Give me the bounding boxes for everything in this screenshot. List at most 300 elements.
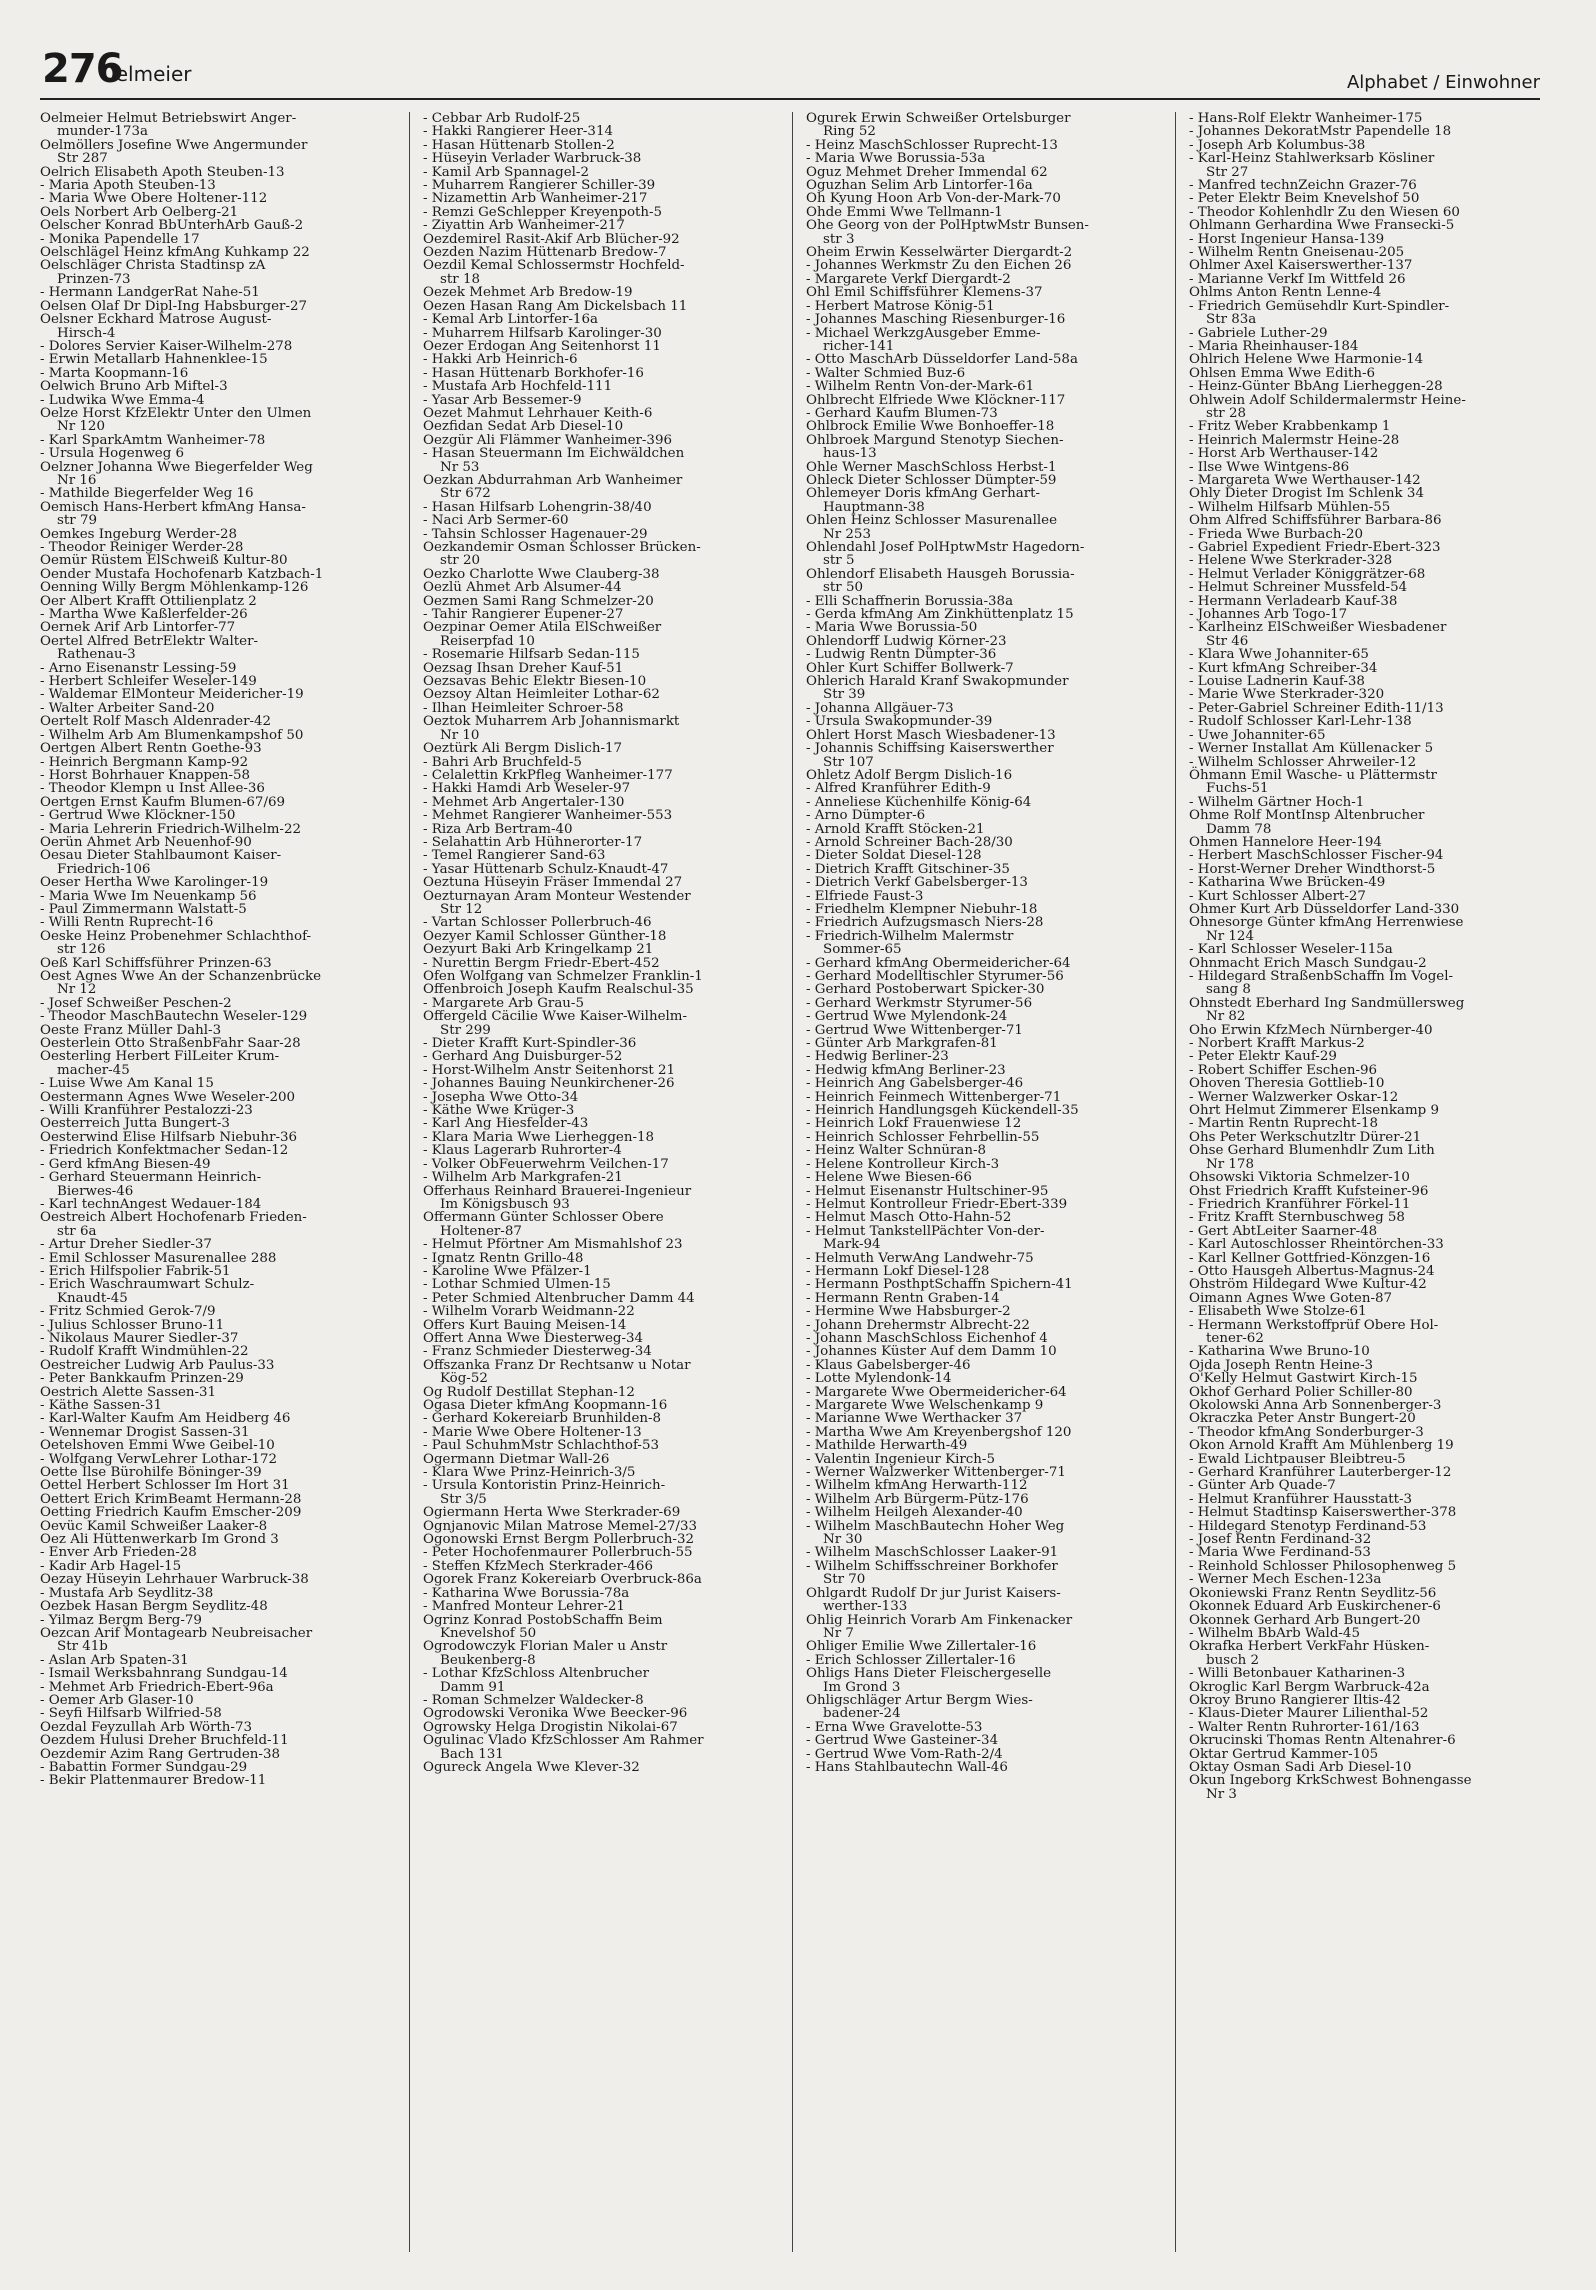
directory-entry: - Walter Schmied Buz-6 — [806, 365, 966, 381]
directory-entry: - Horst Bohrhauer Knappen-58 — [40, 767, 251, 783]
directory-entry: Ogrodowczyk Florian Maler u Anstr Beukenberg-8 — [423, 1639, 668, 1668]
directory-entry: - Helmut Pförtner Am Mismahlshof 23 — [423, 1237, 683, 1253]
directory-entry: - Katharina Wwe Borussia-78a — [423, 1585, 630, 1601]
directory-entry: - Helmut Masch Otto-Hahn-52 — [806, 1210, 1012, 1226]
directory-entry: Oestermann Agnes Wwe Weseler-200 — [40, 1089, 296, 1105]
directory-entry: Ohliger Emilie Wwe Zillertaler-16 — [806, 1639, 1037, 1655]
directory-entry: - Peter-Gabriel Schreiner Edith-11/13 — [1189, 700, 1444, 716]
directory-entry: Oelschläger Christa Stadtinsp zA Prinzen-73 — [40, 258, 266, 287]
directory-entry: - Luise Wwe Am Kanal 15 — [40, 1076, 214, 1092]
directory-entry: Oemür Rüstem ElSchweiß Kultur-80 — [40, 553, 288, 569]
directory-entry: - Friedrich Aufzugsmasch Niers-28 — [806, 915, 1044, 931]
directory-entry: Ohm Alfred Schiffsführer Barbara-86 — [1189, 513, 1442, 529]
directory-entry: Oezden Nazim Hüttenarb Bredow-7 — [423, 245, 667, 261]
directory-entry: Oezek Mehmet Arb Bredow-19 — [423, 285, 633, 301]
directory-entry: - Dieter Soldat Diesel-128 — [806, 848, 982, 864]
directory-entry: - Volker ObFeuerwehrm Veilchen-17 — [423, 1156, 669, 1172]
directory-entry: Ohde Emmi Wwe Tellmann-1 — [806, 204, 1003, 220]
directory-entry: - Klara Maria Wwe Lierheggen-18 — [423, 1129, 655, 1145]
directory-entry: Oezgür Ali Flämmer Wanheimer-396 — [423, 432, 672, 448]
directory-entry: - Remzi GeSchlepper Kreyenpoth-5 — [423, 204, 663, 220]
directory-entry: O'Kelly Helmut Gastwirt Kirch-15 — [1189, 1371, 1418, 1387]
directory-entry: - Karl Kellner Gottfried-Könzgen-16 — [1189, 1250, 1431, 1266]
directory-entry: - Josef Rentn Ferdinand-32 — [1189, 1532, 1372, 1548]
directory-entry: Ohme Rolf MontInsp Altenbrucher Damm 78 — [1189, 808, 1425, 837]
directory-entry: Oeß Karl Schiffsführer Prinzen-63 — [40, 955, 272, 971]
directory-entry: - Joseph Arb Kolumbus-38 — [1189, 137, 1366, 153]
directory-entry: - Arno Dümpter-6 — [806, 808, 926, 824]
directory-entry: - Helene Kontrolleur Kirch-3 — [806, 1156, 1000, 1172]
directory-entry: Ohl Emil Schiffsführer Klemens-37 — [806, 285, 1043, 301]
directory-entry: - Enver Arb Frieden-28 — [40, 1545, 197, 1561]
directory-entry: Ohlbroek Margund Stenotyp Siechen- haus-13 — [806, 432, 1064, 462]
directory-entry: Oestreich Albert Hochofenarb Frieden- str 6a — [40, 1210, 307, 1239]
directory-entry: Ohletz Adolf Bergm Dislich-16 — [806, 767, 1013, 783]
directory-entry: Okroglic Karl Bergm Warbruck-42a — [1189, 1679, 1430, 1695]
directory-entry: Offert Anna Wwe Diesterweg-34 — [423, 1330, 644, 1346]
directory-entry: - Herbert Matrose König-51 — [806, 298, 995, 314]
directory-entry: Ohnesorge Günter kfmAng Herrenwiese Nr 124 — [1189, 915, 1464, 944]
directory-entry: - Erich Waschraumwart Schulz- Knaudt-45 — [40, 1277, 255, 1306]
directory-entry: - Paul Zimmermann Walstatt-5 — [40, 901, 247, 917]
directory-entry: - Willi Rentn Ruprecht-16 — [40, 915, 214, 931]
directory-entry: - Helene Wwe Biesen-66 — [806, 1170, 972, 1186]
directory-entry: - Gerhard Kaufm Blumen-73 — [806, 405, 998, 421]
directory-entry: - Hermann Werkstoffprüf Obere Hol- tener-62 — [1189, 1317, 1439, 1346]
directory-entry: - Wilhelm MaschSchlosser Laaker-91 — [806, 1545, 1059, 1561]
directory-entry: - Karoline Wwe Pfälzer-1 — [423, 1263, 592, 1279]
directory-entry: - Willi Betonbauer Katharinen-3 — [1189, 1666, 1406, 1682]
directory-entry: - Lotte Mylendonk-14 — [806, 1371, 952, 1387]
directory-entry: - Hedwig kfmAng Berliner-23 — [806, 1062, 1006, 1078]
directory-entry: Ohe Georg von der PolHptwMstr Bunsen- str 3 — [806, 218, 1089, 247]
directory-entry: Ohlmann Gerhardina Wwe Fransecki-5 — [1189, 218, 1455, 234]
directory-entry: - Roman Schmelzer Waldecker-8 — [423, 1692, 644, 1708]
directory-entry: Ohrt Helmut Zimmerer Elsenkamp 9 — [1189, 1103, 1439, 1119]
directory-entry: - Martha Wwe Kaßlerfelder-26 — [40, 607, 248, 623]
directory-entry: Ojda Joseph Rentn Heine-3 — [1189, 1357, 1373, 1373]
directory-column-1 — [40, 112, 392, 2252]
directory-entry: Oesterlein Otto StraßenbFahr Saar-28 — [40, 1036, 301, 1052]
directory-entry: Oelschlägel Heinz kfmAng Kuhkamp 22 — [40, 245, 310, 261]
directory-entry: Oesterwind Elise Hilfsarb Niebuhr-36 — [40, 1129, 298, 1145]
directory-entry: - Friedrich Gemüsehdlr Kurt-Spindler- Str 83a — [1189, 298, 1450, 328]
directory-entry: Ohlendorf Elisabeth Hausgeh Borussia- str 50 — [806, 566, 1075, 596]
directory-entry: Ohmer Kurt Arb Düsseldorfer Land-330 — [1189, 901, 1460, 917]
directory-entry: - Kamil Arb Spannagel-2 — [423, 164, 589, 180]
directory-entry: - Marta Koopmann-16 — [40, 365, 189, 381]
directory-entry: Oezsoy Altan Heimleiter Lothar-62 — [423, 687, 660, 703]
directory-entry: - Karl-Heinz Stahlwerksarb Kösliner Str 27 — [1189, 151, 1435, 180]
directory-entry: - Heinz-Günter BbAng Lierheggen-28 — [1189, 379, 1443, 395]
directory-entry: - Heinrich Bergmann Kamp-92 — [40, 754, 249, 770]
directory-entry: - Heinz Walter Schnüran-8 — [806, 1143, 987, 1159]
directory-entry: Ognjanovic Milan Matrose Memel-27/33 — [423, 1518, 697, 1534]
directory-entry: - Kemal Arb Lintorfer-16a — [423, 312, 598, 328]
directory-entry: - Gerhard Kokereiarb Brunhilden-8 — [423, 1411, 662, 1427]
directory-entry: Oeztürk Ali Bergm Dislich-17 — [423, 741, 623, 757]
directory-entry: Okhof Gerhard Polier Schiller-80 — [1189, 1384, 1413, 1400]
directory-entry: - Fritz Weber Krabbenkamp 1 — [1189, 419, 1391, 435]
directory-entry: - Selahattin Arb Hühnerorter-17 — [423, 834, 643, 850]
directory-entry: - Helmut Verlader Königgrätzer-68 — [1189, 566, 1426, 582]
directory-entry: Okrucinski Thomas Rentn Altenahrer-6 — [1189, 1733, 1456, 1749]
directory-entry: - Artur Dreher Siedler-37 — [40, 1237, 212, 1253]
directory-entry: Ohoven Theresia Gottlieb-10 — [1189, 1076, 1385, 1092]
directory-entry: - Wilhelm Arb Bürgerm-Pütz-176 — [806, 1491, 1029, 1507]
directory-entry: - Riza Arb Bertram-40 — [423, 821, 573, 837]
directory-entry: Ogulinac Vlado KfzSchlosser Am Rahmer Bach 131 — [423, 1733, 704, 1762]
directory-entry: Offenbroich Joseph Kaufm Realschul-35 — [423, 982, 694, 998]
directory-entry: Oezyer Kamil Schlosser Günther-18 — [423, 928, 667, 944]
directory-entry: - Helmut Schreiner Mussfeld-54 — [1189, 580, 1408, 596]
directory-entry: - Gerhard Kranführer Lauterberger-12 — [1189, 1465, 1452, 1481]
directory-entry: Ohler Kurt Schiffer Bollwerk-7 — [806, 660, 1014, 676]
directory-entry: Ohlwein Adolf Schildermalermstr Heine- str 28 — [1189, 392, 1466, 421]
directory-entry: Oer Albert Krafft Ottilienplatz 2 — [40, 593, 257, 609]
directory-entry: Ohlemeyer Doris kfmAng Gerhart- Hauptmann-38 — [806, 486, 1041, 515]
directory-entry: - Hildegard StraßenbSchaffn Im Vogel- sang 8 — [1189, 969, 1454, 998]
directory-entry: Oender Mustafa Hochofenarb Katzbach-1 — [40, 566, 324, 582]
directory-entry: Ogiermann Herta Wwe Sterkrader-69 — [423, 1505, 681, 1521]
directory-entry: Offergeld Cäcilie Wwe Kaiser-Wilhelm- Str 299 — [423, 1009, 687, 1038]
directory-entry: - Wilhelm Arb Am Blumenkampshof 50 — [40, 727, 304, 743]
directory-entry: - Horst Arb Werthauser-142 — [1189, 446, 1379, 462]
directory-entry: - Peter Elektr Beim Knevelshof 50 — [1189, 191, 1420, 207]
directory-entry: - Johanna Allgäuer-73 — [806, 700, 954, 716]
directory-entry: - Maria Wwe Ferdinand-53 — [1189, 1545, 1371, 1561]
directory-entry: - Ursula Swakopmunder-39 — [806, 714, 993, 730]
directory-entry: Oguz Mehmet Dreher Immendal 62 — [806, 164, 1048, 180]
directory-entry: - Werner Installat Am Küllenacker 5 — [1189, 741, 1434, 757]
directory-entry: - Josepha Wwe Otto-34 — [423, 1089, 579, 1105]
directory-entry: - Maria Lehrerin Friedrich-Wilhelm-22 — [40, 821, 301, 837]
directory-entry: Ohlerich Harald Kranf Swakopmunder Str 39 — [806, 674, 1069, 703]
directory-entry: - Helmuth VerwAng Landwehr-75 — [806, 1250, 1034, 1266]
directory-entry: - Erna Wwe Gravelotte-53 — [806, 1719, 983, 1735]
directory-entry: Ohle Werner MaschSchloss Herbst-1 — [806, 459, 1057, 475]
directory-entry: Okun Ingeborg KrkSchwest Bohnengasse Nr 3 — [1189, 1773, 1472, 1802]
directory-entry: - Hermann PosthptSchaffn Spichern-41 — [806, 1277, 1073, 1293]
directory-entry: - Herbert MaschSchlosser Fischer-94 — [1189, 848, 1444, 864]
directory-entry: Offszanka Franz Dr Rechtsanw u Notar Kög-52 — [423, 1357, 691, 1387]
directory-entry: - Paul SchuhmMstr Schlachthof-53 — [423, 1438, 659, 1454]
directory-entry: - Gerda kfmAng Am Zinkhüttenplatz 15 — [806, 607, 1074, 623]
directory-entry: - Günter Arb Markgrafen-81 — [806, 1036, 998, 1052]
directory-entry: - Hermann Rentn Graben-14 — [806, 1290, 1000, 1306]
directory-entry: - Peter Schmied Altenbrucher Damm 44 — [423, 1290, 695, 1306]
directory-entry: - Günter Arb Quade-7 — [1189, 1478, 1336, 1494]
directory-entry: - Maria Wwe Borussia-53a — [806, 151, 986, 167]
directory-entry: Oktay Osman Sadi Arb Diesel-10 — [1189, 1759, 1412, 1775]
directory-entry: Okroy Bruno Rangierer Iltis-42 — [1189, 1692, 1401, 1708]
directory-entry: Oemkes Ingeburg Werder-28 — [40, 526, 238, 542]
directory-entry: Oelmöllers Josefine Wwe Angermunder Str 287 — [40, 137, 308, 167]
directory-entry: Oezer Erdogan Ang Seitenhorst 11 — [423, 338, 661, 354]
directory-entry: - Horst Ingenieur Hansa-139 — [1189, 231, 1385, 247]
directory-entry: - Mathilde Herwarth-49 — [806, 1438, 968, 1454]
directory-entry: - Robert Schiffer Eschen-96 — [1189, 1062, 1378, 1078]
directory-entry: - Rudolf Schlosser Karl-Lehr-138 — [1189, 714, 1412, 730]
directory-entry: - Ilse Wwe Wintgens-86 — [1189, 459, 1350, 475]
directory-entry: Oimann Agnes Wwe Goten-87 — [1189, 1290, 1393, 1306]
directory-entry: - Werner Mech Eschen-123a — [1189, 1572, 1382, 1588]
directory-entry: - Heinrich Ang Gabelsberger-46 — [806, 1076, 1024, 1092]
directory-entry: Oest Agnes Wwe An der Schanzenbrücke Nr 12 — [40, 969, 322, 998]
directory-entry: - Karl-Walter Kaufm Am Heidberg 46 — [40, 1411, 291, 1427]
directory-entry: - Klaus Gabelsberger-46 — [806, 1357, 971, 1373]
directory-entry: Oesterreich Jutta Bungert-3 — [40, 1116, 230, 1132]
directory-entry: - Erwin Metallarb Hahnenklee-15 — [40, 352, 268, 368]
directory-entry: - Manfred technZeichn Grazer-76 — [1189, 178, 1417, 194]
directory-entry: Oertgen Albert Rentn Goethe-93 — [40, 741, 262, 757]
directory-entry: - Peter Elektr Kauf-29 — [1189, 1049, 1337, 1065]
directory-entry: Okraczka Peter Anstr Bungert-20 — [1189, 1411, 1416, 1427]
directory-entry: - Heinrich Feinmech Wittenberger-71 — [806, 1089, 1062, 1105]
directory-entry: - Fritz Krafft Sternbuschweg 58 — [1189, 1210, 1405, 1226]
directory-entry: - Peter Bankkaufm Prinzen-29 — [40, 1371, 244, 1387]
directory-entry: - Wilhelm kfmAng Herwarth-112 — [806, 1478, 1028, 1494]
directory-entry: - Bahri Arb Bruchfeld-5 — [423, 754, 582, 770]
directory-entry: Ohligs Hans Dieter Fleischergeselle Im Grond 3 — [806, 1666, 1052, 1695]
directory-entry: - Lothar Schmied Ulmen-15 — [423, 1277, 611, 1293]
directory-entry: - Johannes Küster Auf dem Damm 10 — [806, 1344, 1057, 1360]
column-rule — [792, 112, 793, 2252]
directory-entry: - Johannes Arb Togo-17 — [1189, 607, 1348, 623]
directory-entry: - Klaus Lagerarb Ruhrorter-4 — [423, 1143, 622, 1159]
directory-entry: - Theodor Kohlenhdlr Zu den Wiesen 60 — [1189, 204, 1460, 220]
directory-entry: - Wilhelm Vorarb Weidmann-22 — [423, 1304, 635, 1320]
directory-entry: - Gertrud Wwe Gasteiner-34 — [806, 1733, 999, 1749]
directory-entry: Ogureck Angela Wwe Klever-32 — [423, 1759, 640, 1775]
directory-entry: - Johannis Schiffsing Kaiserswerther Str 107 — [806, 741, 1054, 770]
directory-entry: - Hildegard Stenotyp Ferdinand-53 — [1189, 1518, 1427, 1534]
directory-entry: - Johann MaschSchloss Eichenhof 4 — [806, 1330, 1048, 1346]
directory-entry: - Maria Wwe Obere Holtener-112 — [40, 191, 268, 207]
directory-entry: Oezdal Feyzullah Arb Wörth-73 — [40, 1719, 252, 1735]
directory-entry: Oelze Horst KfzElektr Unter den Ulmen Nr 120 — [40, 405, 312, 435]
directory-entry: - Hakki Rangierer Heer-314 — [423, 124, 613, 140]
directory-entry: - Yasar Arb Bessemer-9 — [423, 392, 582, 408]
directory-entry: Ohligschläger Artur Bergm Wies- badener-24 — [806, 1692, 1033, 1722]
directory-entry: Oktar Gertrud Kammer-105 — [1189, 1746, 1379, 1762]
directory-entry: - Hasan Steuermann Im Eichwäldchen Nr 53 — [423, 446, 685, 475]
directory-entry: - Wolfgang VerwLehrer Lothar-172 — [40, 1451, 278, 1467]
directory-entry: - Nurettin Bergm Friedr-Ebert-452 — [423, 955, 660, 971]
directory-entry: - Uwe Johanniter-65 — [1189, 727, 1326, 743]
directory-entry: - Maria Rheinhauser-184 — [1189, 338, 1359, 354]
directory-entry: Ohse Gerhard Blumenhdlr Zum Lith Nr 178 — [1189, 1143, 1435, 1172]
directory-entry: - Gertrud Wwe Wittenberger-71 — [806, 1022, 1023, 1038]
directory-entry: - Gertrud Wwe Vom-Rath-2/4 — [806, 1746, 1003, 1762]
directory-entry: - Johann Drehermstr Albrecht-22 — [806, 1317, 1030, 1333]
directory-entry: Ogorek Franz Kokereiarb Overbruck-86a — [423, 1572, 702, 1588]
directory-entry: - Mehmet Arb Angertaler-130 — [423, 794, 625, 810]
directory-entry: - Ziyattin Arb Wanheimer-217 — [423, 218, 625, 234]
directory-entry: - Gabriele Luther-29 — [1189, 325, 1328, 341]
directory-entry: - Wilhelm Schiffsschreiner Borkhofer Str 70 — [806, 1558, 1058, 1588]
page-number: 276 — [42, 46, 123, 92]
directory-entry: Ohlig Heinrich Vorarb Am Finkenacker Nr 7 — [806, 1612, 1073, 1641]
directory-entry: - Valentin Ingenieur Kirch-5 — [806, 1451, 995, 1467]
directory-entry: Ogermann Dietmar Wall-26 — [423, 1451, 610, 1467]
directory-columns — [40, 112, 1540, 2252]
directory-entry: - Marianne Verkf Im Wittfeld 26 — [1189, 271, 1406, 287]
directory-entry: - Hans Stahlbautechn Wall-46 — [806, 1759, 1008, 1775]
directory-entry: - Wennemar Drogist Sassen-31 — [40, 1424, 250, 1440]
directory-entry: Oezpinar Oemer Atila ElSchweißer Reiserpfad 10 — [423, 620, 662, 649]
directory-entry: - Erich Hilfspolier Fabrik-51 — [40, 1263, 231, 1279]
directory-entry: - Reinhold Schlosser Philosophenweg 5 — [1189, 1558, 1457, 1574]
directory-entry: Ohnstedt Eberhard Ing Sandmüllersweg Nr 82 — [1189, 995, 1465, 1025]
directory-entry: - Dietrich Krafft Gitschiner-35 — [806, 861, 1010, 877]
directory-entry: - Rosemarie Hilfsarb Sedan-115 — [423, 647, 640, 663]
directory-entry: - Hermann LandgerRat Nahe-51 — [40, 285, 260, 301]
directory-entry: - Kadir Arb Hagel-15 — [40, 1558, 182, 1574]
directory-entry: Oezdem Hulusi Dreher Bruchfeld-11 — [40, 1733, 289, 1749]
directory-entry: - Theodor MaschBautechn Weseler-129 — [40, 1009, 308, 1025]
directory-entry: - Wilhelm MaschBautechn Hoher Weg Nr 30 — [806, 1518, 1065, 1548]
directory-entry: - Yilmaz Bergm Berg-79 — [40, 1612, 202, 1628]
directory-entry: - Heinz MaschSchlosser Ruprecht-13 — [806, 137, 1058, 153]
directory-entry: - Hakki Arb Heinrich-6 — [423, 352, 578, 368]
directory-entry: - Werner Walzwerker Oskar-12 — [1189, 1089, 1399, 1105]
directory-entry: Ohlgardt Rudolf Dr jur Jurist Kaisers- werther-133 — [806, 1585, 1061, 1615]
directory-entry: - Wilhelm BbArb Wald-45 — [1189, 1625, 1360, 1641]
directory-entry: - Arnold Schreiner Bach-28/30 — [806, 834, 1013, 850]
directory-entry: - Theodor kfmAng Sonderburger-3 — [1189, 1424, 1424, 1440]
directory-entry: - Josef Schweißer Peschen-2 — [40, 995, 232, 1011]
directory-entry: - Friedrich Kranführer Förkel-11 — [1189, 1196, 1411, 1212]
directory-entry: - Arno Eisenanstr Lessing-59 — [40, 660, 237, 676]
directory-entry: Oeser Hertha Wwe Karolinger-19 — [40, 875, 269, 891]
directory-entry: - Hermann Verladearb Kauf-38 — [1189, 593, 1398, 609]
directory-entry: - Martha Wwe Am Kreyenbergshof 120 — [806, 1424, 1072, 1440]
directory-entry: - Aslan Arb Spaten-31 — [40, 1652, 189, 1668]
directory-entry: Ohlbrecht Elfriede Wwe Klöckner-117 — [806, 392, 1066, 408]
directory-entry: - Elfriede Faust-3 — [806, 888, 924, 904]
directory-entry: - Dieter Krafft Kurt-Spindler-36 — [423, 1036, 637, 1052]
directory-entry: - Steffen KfzMech Sterkrader-466 — [423, 1558, 653, 1574]
directory-entry: - Horst-Wilhelm Anstr Seitenhorst 21 — [423, 1062, 675, 1078]
directory-entry: Ohlmer Axel Kaiserswerther-137 — [1189, 258, 1413, 274]
directory-entry: - Maria Wwe Im Neuenkamp 56 — [40, 888, 257, 904]
directory-entry: - Klaus-Dieter Maurer Lilienthal-52 — [1189, 1706, 1429, 1722]
directory-entry: Ohs Peter Werkschutzltr Dürer-21 — [1189, 1129, 1422, 1145]
directory-entry: - Gert AbtLeiter Saarner-48 — [1189, 1223, 1378, 1239]
directory-entry: Oette Ilse Bürohilfe Böninger-39 — [40, 1465, 262, 1481]
directory-entry: - Wilhelm Gärtner Hoch-1 — [1189, 794, 1365, 810]
directory-entry: - Helmut Stadtinsp Kaiserswerther-378 — [1189, 1505, 1457, 1521]
directory-entry: - Babattin Former Sundgau-29 — [40, 1759, 248, 1775]
directory-entry: - Wilhelm Rentn Gneisenau-205 — [1189, 245, 1405, 261]
directory-entry: - Mehmet Arb Friedrich-Ebert-96a — [40, 1679, 274, 1695]
directory-entry: - Wilhelm Hilfsarb Mühlen-55 — [1189, 499, 1391, 515]
directory-entry: Ogrinz Konrad PostobSchaffn Beim Knevelshof 50 — [423, 1612, 663, 1641]
directory-entry: - Walter Rentn Ruhrorter-161/163 — [1189, 1719, 1420, 1735]
directory-entry: Oelsen Olaf Dr Dipl-Ing Habsburger-27 — [40, 298, 308, 314]
directory-entry: - Helmut TankstellPächter Von-der- Mark-94 — [806, 1223, 1045, 1253]
directory-entry: - Karl Schlosser Weseler-115a — [1189, 942, 1393, 958]
directory-entry: - Karl Ang Hiesfelder-43 — [423, 1116, 589, 1132]
directory-entry: Oelmeier Helmut Betriebswirt Anger- munder-173a — [40, 112, 297, 140]
directory-entry: Oezkan Abdurrahman Arb Wanheimer Str 672 — [423, 472, 683, 502]
directory-entry: Ogurek Erwin Schweißer Ortelsburger Ring 52 — [806, 112, 1071, 140]
directory-entry: - Dietrich Verkf Gabelsberger-13 — [806, 875, 1028, 891]
directory-entry: Oemisch Hans-Herbert kfmAng Hansa- str 79 — [40, 499, 306, 529]
directory-entry: Okolowski Anna Arb Sonnenberger-3 — [1189, 1398, 1442, 1413]
directory-entry: Ogrowsky Helga Drogistin Nikolai-67 — [423, 1719, 678, 1735]
directory-entry: - Theodor Reiniger Werder-28 — [40, 540, 244, 555]
directory-entry: Oezen Hasan Rang Am Dickelsbach 11 — [423, 298, 688, 314]
directory-entry: - Otto MaschArb Düsseldorfer Land-58a — [806, 352, 1078, 368]
directory-entry: Oezsavas Behic Elektr Biesen-10 — [423, 674, 647, 690]
directory-entry: - Kurt Schlosser Albert-27 — [1189, 888, 1366, 904]
directory-entry: - Karlheinz ElSchweißer Wiesbadener Str 46 — [1189, 620, 1447, 649]
directory-entry: Oertelt Rolf Masch Aldenrader-42 — [40, 714, 272, 730]
directory-entry: Okonnek Eduard Arb Euskirchener-6 — [1189, 1599, 1441, 1615]
directory-entry: Oezfidan Sedat Arb Diesel-10 — [423, 419, 624, 435]
directory-entry: - Hermann Lokf Diesel-128 — [806, 1263, 990, 1279]
running-head-section: Alphabet / Einwohner — [1346, 72, 1540, 93]
directory-entry: - Werner Walzwerker Wittenberger-71 — [806, 1465, 1066, 1481]
directory-entry: Ohlbrock Emilie Wwe Bonhoeffer-18 — [806, 419, 1055, 435]
directory-entry: - Hedwig Berliner-23 — [806, 1049, 949, 1065]
directory-entry: - Theodor Klempn u Inst Allee-36 — [40, 781, 265, 797]
directory-entry: - Lothar KfzSchloss Altenbrucher Damm 91 — [423, 1666, 649, 1695]
directory-entry: Oh Kyung Hoon Arb Von-der-Mark-70 — [806, 191, 1061, 207]
directory-entry: Oguzhan Selim Arb Lintorfer-16a — [806, 178, 1033, 194]
directory-entry: - Norbert Krafft Markus-2 — [1189, 1036, 1365, 1052]
column-rule — [409, 112, 410, 2252]
directory-entry: Ohlsen Emma Wwe Edith-6 — [1189, 365, 1376, 381]
directory-entry: - Waldemar ElMonteur Meidericher-19 — [40, 687, 304, 703]
directory-entry: - Johannes Masching Riesenburger-16 — [806, 312, 1066, 328]
directory-entry: Oho Erwin KfzMech Nürnberger-40 — [1189, 1022, 1433, 1038]
directory-entry: Oezay Hüseyin Lehrhauer Warbruck-38 — [40, 1572, 309, 1588]
directory-entry: - Tahsin Schlosser Hagenauer-29 — [423, 526, 648, 542]
directory-entry: - Yasar Hüttenarb Schulz-Knaudt-47 — [423, 861, 669, 877]
directory-entry: - Elli Schaffnerin Borussia-38a — [806, 593, 1014, 609]
directory-entry: Oezko Charlotte Wwe Clauberg-38 — [423, 566, 660, 582]
directory-entry: Ohström Hildegard Wwe Kultur-42 — [1189, 1277, 1427, 1293]
directory-entry: - Heinrich Malermstr Heine-28 — [1189, 432, 1400, 448]
directory-entry: - Hasan Hüttenarb Borkhofer-16 — [423, 365, 644, 381]
directory-entry: Oezet Mahmut Lehrhauer Keith-6 — [423, 405, 653, 421]
directory-entry: - Friedhelm Klempner Niebuhr-18 — [806, 901, 1038, 917]
directory-entry: - Monika Papendelle 17 — [40, 231, 200, 247]
directory-entry: - Heinrich Schlosser Fehrbellin-55 — [806, 1129, 1040, 1145]
directory-entry: Ogonowski Ernst Bergm Pollerbruch-32 — [423, 1532, 694, 1548]
directory-entry: - Helmut Kranführer Hausstatt-3 — [1189, 1491, 1413, 1507]
directory-entry: - Hüseyin Verlader Warbruck-38 — [423, 151, 642, 167]
directory-entry: Ohsowski Viktoria Schmelzer-10 — [1189, 1170, 1410, 1186]
directory-entry: - Muharrem Hilfsarb Karolinger-30 — [423, 325, 662, 341]
directory-entry: - Tahir Rangierer Eupener-27 — [423, 607, 624, 623]
directory-entry: - Ismail Werksbahnrang Sundgau-14 — [40, 1666, 288, 1682]
directory-entry: - Julius Schlosser Bruno-11 — [40, 1317, 225, 1333]
directory-entry: Ohst Friedrich Krafft Kufsteiner-96 — [1189, 1183, 1429, 1199]
directory-entry: - Ilhan Heimleiter Schroer-58 — [423, 700, 624, 716]
directory-entry: - Hasan Hüttenarb Stollen-2 — [423, 137, 615, 153]
directory-entry: - Ursula Hogenweg 6 — [40, 446, 185, 462]
directory-entry: - Michael WerkzgAusgeber Emme- richer-141 — [806, 325, 1041, 354]
directory-entry: - Gerhard Ang Duisburger-52 — [423, 1049, 623, 1065]
directory-entry: - Karl Autoschlosser Rheintörchen-33 — [1189, 1237, 1444, 1253]
directory-entry: - Gerhard kfmAng Obermeidericher-64 — [806, 955, 1071, 971]
directory-entry: - Margarete Arb Grau-5 — [423, 995, 584, 1011]
directory-entry: - Margarete Verkf Diergardt-2 — [806, 271, 1011, 287]
